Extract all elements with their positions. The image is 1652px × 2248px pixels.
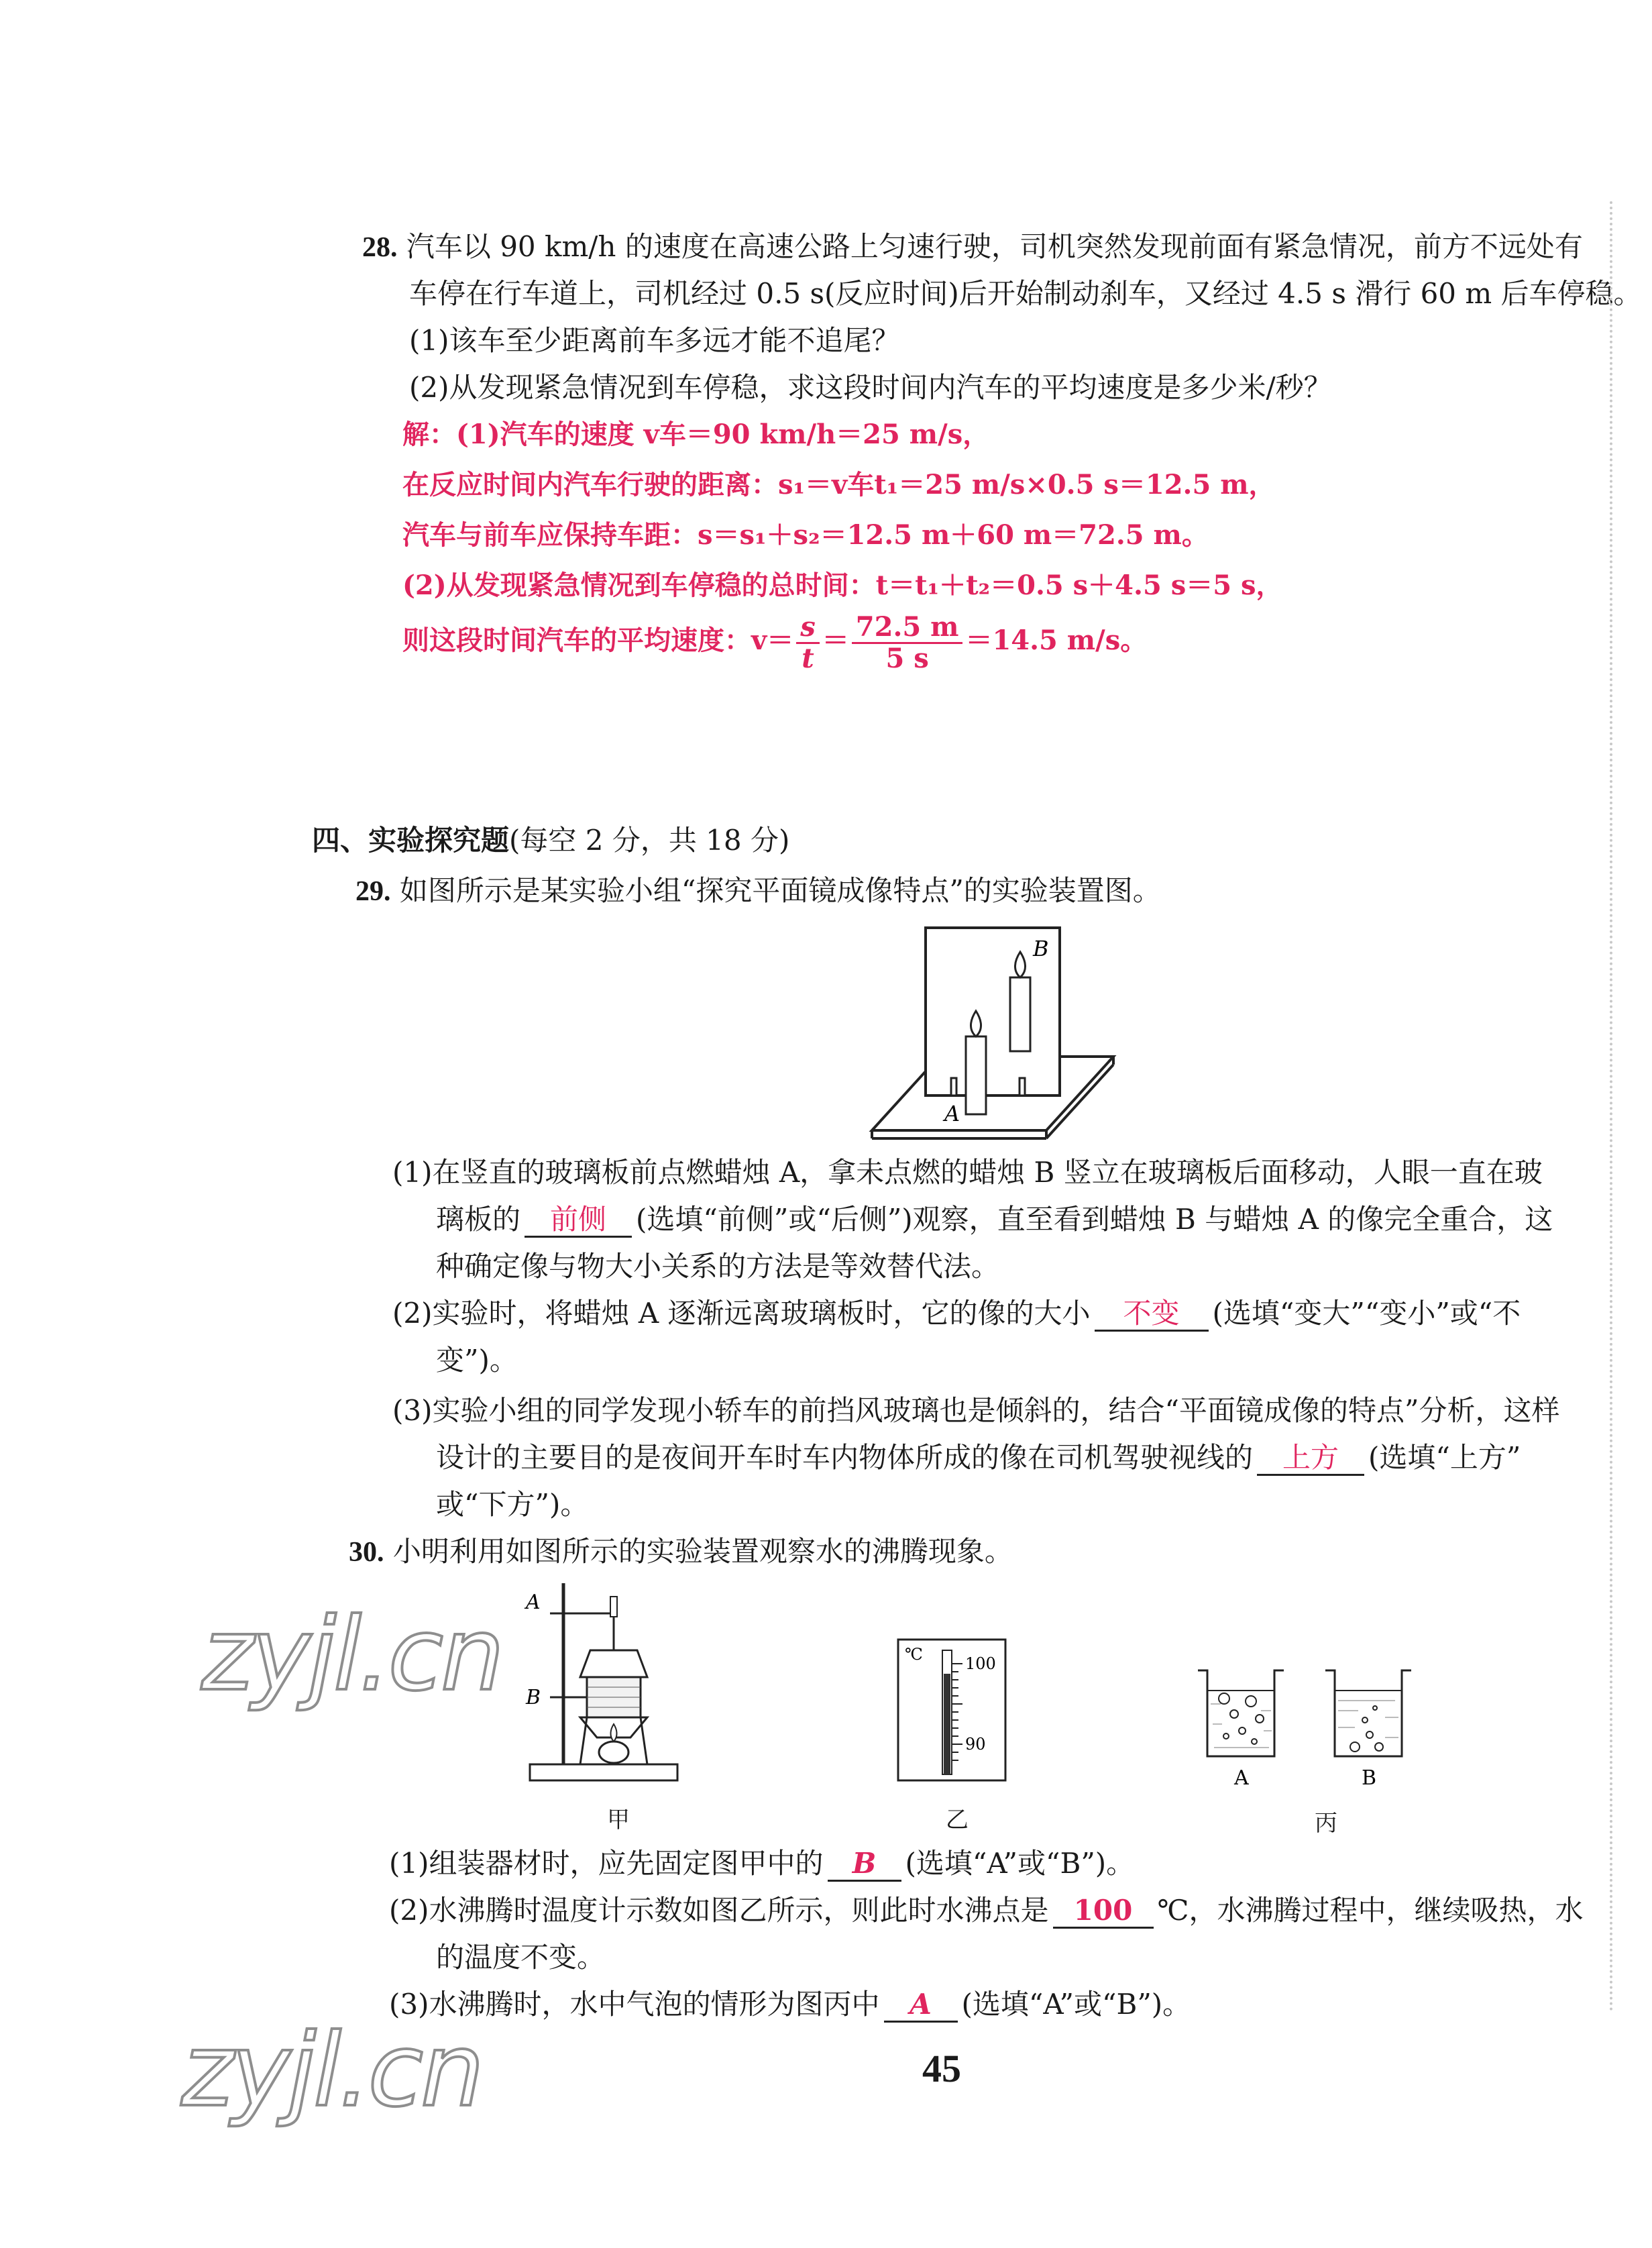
q28-number: 28. [362,232,398,263]
q29-p3-line1: (3)实验小组的同学发现小轿车的前挡风玻璃也是倾斜的，结合“平面镜成像的特点”分析，这样 [392,1394,1560,1427]
q28-solution-4: (2)从发现紧急情况到车停稳的总时间：t＝t₁＋t₂＝0.5 s＋4.5 s＝5 s， [402,570,1283,601]
label-clamp-a: A [526,1591,541,1614]
q28-solution-2: 在反应时间内汽车行驶的距离：s₁＝v车t₁＝25 m/s×0.5 s＝12.5 m， [402,469,1276,500]
section4-heading [312,822,789,859]
q30-stem-line [349,1533,1013,1571]
fraction-denominator: 5 s [885,642,929,674]
q30-p1-post: (选填“A”或“B”)。 [905,1847,1135,1880]
thermometer-unit: ℃ [905,1645,923,1664]
q29-p3-line3: 或“下方”)。 [436,1488,589,1521]
q29-p1-line1: (1)在竖直的玻璃板前点燃蜡烛 A，拿未点燃的蜡烛 B 竖立在玻璃板后面移动，人眼一直在玻 [392,1156,1543,1189]
q29-p1-post: (选填“前侧”或“后侧”)观察，直至看到蜡烛 B 与蜡烛 A 的像完全重合，这 [636,1203,1553,1236]
q30-p3-post: (选填“A”或“B”)。 [961,1988,1191,2021]
q28-solution-5-lead: 则这段时间汽车的平均速度：v＝ [402,625,794,656]
label-ring-b: B [526,1686,541,1709]
q29-p3-post: (选填“上方” [1368,1441,1521,1474]
q30-p1 [389,1845,1134,1882]
q30-p2-line2: 的温度不变。 [436,1941,606,1974]
q28-sub2: (2)从发现紧急情况到车停稳，求这段时间内汽车的平均速度是多少米/秒？ [409,371,1332,404]
q30-p1-pre: (1)组装器材时，应先固定图甲中的 [389,1847,824,1880]
answer-blank-a: A [884,1988,958,2023]
q30-p2-post: ℃，水沸腾过程中，继续吸热，水 [1157,1894,1584,1927]
q29-number: 29. [355,876,391,907]
q28-stem-line1: 汽车以 90 km/h 的速度在高速公路上匀速行驶，司机突然发现前面有紧急情况，前方不远处有 [406,230,1583,263]
q29-stem: 如图所示是某实验小组“探究平面镜成像特点”的实验装置图。 [399,874,1161,907]
q29-p2-post: (选填“变大”“变小”或“不 [1212,1297,1521,1330]
answer-blank-above: 上方 [1257,1442,1364,1476]
q30-p3-pre: (3)水沸腾时，水中气泡的情形为图丙中 [389,1988,880,2021]
caption-jia: 甲 [607,1807,630,1833]
caption-bing: 丙 [1315,1810,1337,1837]
watermark-logo: zyjl.cn [181,2013,482,2129]
watermark-logo: zyjl.cn [201,1597,502,1713]
caption-yi: 乙 [946,1807,969,1833]
q30-p3 [389,1986,1191,2023]
fraction-s-over-t [796,612,820,674]
q28-sub1: (1)该车至少距离前车多远才能不追尾？ [409,324,900,357]
q28-solution-1: 解：(1)汽车的速度 v车＝90 km/h＝25 m/s， [402,419,990,450]
beakers-bubble-figure [1194,1664,1415,1791]
answer-blank-100: 100 [1053,1894,1154,1929]
label-beaker-b: B [1362,1766,1377,1790]
q29-p3-pre: 设计的主要目的是夜间开车时车内物体所成的像在司机驾驶视线的 [436,1441,1254,1474]
q29-p1-line3: 种确定像与物大小关系的方法是等效替代法。 [436,1250,1000,1283]
label-beaker-a: A [1234,1766,1249,1790]
q29-p2-line2: 变”)。 [436,1344,518,1377]
q28-solution-3: 汽车与前车应保持车距：s＝s₁＋s₂＝12.5 m＋60 m＝72.5 m。 [402,519,1209,551]
q29-stem-line [355,872,1161,910]
q30-p2-pre: (2)水沸腾时温度计示数如图乙所示，则此时水沸点是 [389,1894,1049,1927]
boiling-apparatus-figure [523,1576,691,1798]
thermometer-label-100: 100 [965,1654,996,1673]
answer-blank-unchanged: 不变 [1095,1297,1209,1332]
q30-number: 30. [349,1537,384,1568]
q28-stem-line2: 车停在行车道上，司机经过 0.5 s(反应时间)后开始制动刹车，又经过 4.5 s 滑行 60 m 后车停稳。 [409,277,1642,310]
section4-title: 四、实验探究题 [312,824,510,857]
thermometer-label-90: 90 [965,1735,986,1754]
q28-line1 [362,228,1583,266]
fraction-denominator: t [802,642,814,674]
page-number: 45 [922,2047,961,2090]
answer-blank-b: B [828,1848,901,1882]
plane-mirror-apparatus-figure [865,922,1120,1144]
q29-p3-line2 [436,1439,1521,1477]
q29-p2-pre: (2)实验时，将蜡烛 A 逐渐远离玻璃板时，它的像的大小 [392,1297,1091,1330]
label-candle-b: B [1033,936,1049,961]
equals-sign: ＝ [822,625,849,656]
q29-p1-pre: 璃板的 [436,1203,521,1236]
q30-p2-line1 [389,1892,1583,1929]
q28-solution-5-result: ＝14.5 m/s。 [965,625,1148,656]
q30-stem: 小明利用如图所示的实验装置观察水的沸腾现象。 [392,1535,1013,1568]
label-candle-a: A [944,1101,960,1126]
fraction-distance-over-time [852,612,963,674]
answer-blank-front-side: 前侧 [525,1203,632,1238]
q29-p2-line1 [392,1295,1521,1332]
fraction-numerator: 72.5 m [852,612,963,644]
q28-solution-5 [402,610,1147,674]
thermometer-figure [895,1637,1009,1784]
margin-dotted-line [1610,201,1612,2013]
fraction-numerator: s [796,612,820,644]
q29-p1-line2 [436,1201,1553,1238]
section4-note: (每空 2 分，共 18 分) [509,824,790,857]
